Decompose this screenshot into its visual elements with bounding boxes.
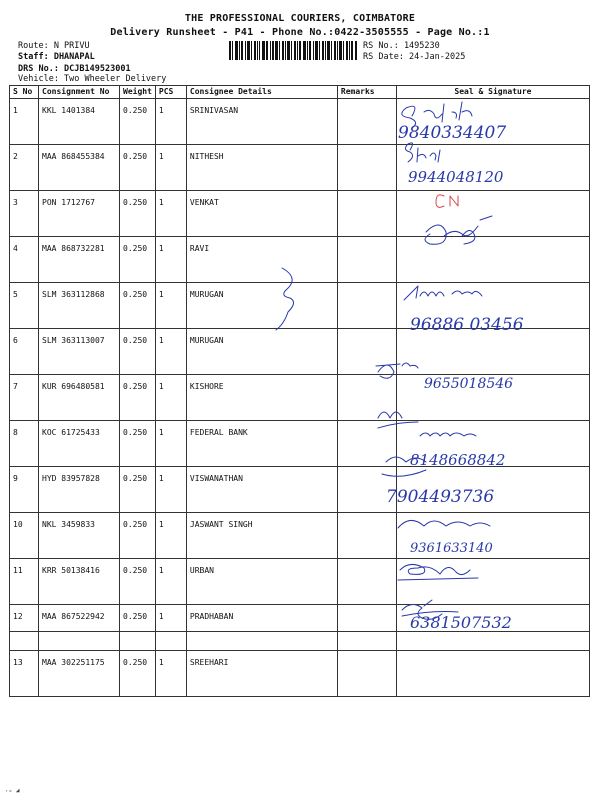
remarks-cell (337, 237, 396, 283)
weight-cell: 0.250 (120, 513, 156, 559)
consignee-cell: SRINIVASAN (186, 99, 337, 145)
table-row (10, 283, 590, 329)
remarks-cell (337, 375, 396, 421)
consignee-cell: MURUGAN (186, 329, 337, 375)
remarks-cell (337, 191, 396, 237)
consignment-cell: KRR 50138416 (39, 559, 120, 605)
consignee-cell: VISWANATHAN (186, 467, 337, 513)
consignment-cell: MAA 302251175 (39, 651, 120, 697)
signature-cell (396, 237, 589, 283)
col-consignee: Consignee Details (186, 86, 337, 99)
consignee-cell: PRADHABAN (186, 605, 337, 651)
table-row (10, 421, 590, 467)
pcs-cell: 1 (155, 99, 186, 145)
staff-label: Staff: DHANAPAL (18, 52, 95, 62)
sno-cell: 10 (10, 513, 39, 559)
table-row (10, 145, 590, 191)
pcs-cell: 1 (155, 559, 186, 605)
remarks-cell (337, 467, 396, 513)
consignment-cell: HYD 83957828 (39, 467, 120, 513)
table-row (10, 191, 590, 237)
consignment-cell: PON 1712767 (39, 191, 120, 237)
phone-5: 96886 03456 (410, 315, 524, 335)
sno-cell: 8 (10, 421, 39, 467)
table-row (10, 375, 590, 421)
pcs-cell: 1 (155, 605, 186, 651)
rs-date: RS Date: 24-Jan-2025 (363, 52, 466, 62)
weight-cell: 0.250 (120, 467, 156, 513)
remarks-cell (337, 99, 396, 145)
phone-10: 7904493736 (386, 487, 495, 507)
sno-cell: 9 (10, 467, 39, 513)
col-sno: S No (10, 86, 39, 99)
table-row (10, 237, 590, 283)
consignment-cell: MAA 868732281 (39, 237, 120, 283)
runsheet-table (9, 85, 590, 697)
sno-cell: 5 (10, 283, 39, 329)
phone-1: 9840334407 (398, 123, 507, 143)
consignee-cell: SREEHARI (186, 651, 337, 697)
signature-cell (396, 651, 589, 697)
consignee-cell: RAVI (186, 237, 337, 283)
pcs-cell: 1 (155, 145, 186, 191)
signature-cell (396, 375, 589, 421)
consignee-cell: VENKAT (186, 191, 337, 237)
sno-cell: 4 (10, 237, 39, 283)
pcs-cell: 1 (155, 651, 186, 697)
col-remarks: Remarks (337, 86, 396, 99)
route-label: Route: N PRIVU (18, 41, 90, 51)
remarks-cell (337, 513, 396, 559)
remarks-cell (337, 605, 396, 651)
sno-cell: 6 (10, 329, 39, 375)
weight-cell: 0.250 (120, 237, 156, 283)
consignment-cell: KUR 696480581 (39, 375, 120, 421)
runsheet-title: Delivery Runsheet - P41 - Phone No.:0422-3505555 - Page No.:1 (110, 27, 490, 38)
consignment-cell: KOC 61725433 (39, 421, 120, 467)
barcode-image (229, 41, 357, 60)
consignee-cell: KISHORE (186, 375, 337, 421)
col-consignment: Consignment No (39, 86, 120, 99)
pcs-cell: 1 (155, 421, 186, 467)
pcs-cell: 1 (155, 283, 186, 329)
consignee-cell: NITHESH (186, 145, 337, 191)
remarks-cell (337, 651, 396, 697)
remarks-cell (337, 559, 396, 605)
weight-cell: 0.250 (120, 99, 156, 145)
consignee-cell: URBAN (186, 559, 337, 605)
signature-cell (396, 513, 589, 559)
table-row (10, 559, 590, 605)
remarks-cell (337, 329, 396, 375)
table-row (10, 651, 590, 697)
consignment-cell: SLM 363112868 (39, 283, 120, 329)
drs-number: DRS No.: DCJB149523001 (18, 64, 131, 74)
phone-7: 9655018546 (424, 376, 514, 392)
signature-cell (396, 467, 589, 513)
col-signature: Seal & Signature (396, 86, 589, 99)
sno-cell: 3 (10, 191, 39, 237)
consignment-cell: NKL 3459833 (39, 513, 120, 559)
sno-cell: 2 (10, 145, 39, 191)
sno-cell: 1 (10, 99, 39, 145)
col-weight: Weight (120, 86, 156, 99)
consignee-cell: MURUGAN (186, 283, 337, 329)
consignee-cell: JASWANT SINGH (186, 513, 337, 559)
weight-cell: 0.250 (120, 421, 156, 467)
phone-13: 6381507532 (410, 613, 512, 632)
weight-cell: 0.250 (120, 145, 156, 191)
phone-11: 9361633140 (410, 541, 493, 556)
weight-cell: 0.250 (120, 605, 156, 651)
consignee-cell: FEDERAL BANK (186, 421, 337, 467)
signature-cell (396, 329, 589, 375)
signature-cell (396, 559, 589, 605)
corner-mark: ᵣₒ ◢ (5, 787, 20, 794)
sno-cell: 13 (10, 651, 39, 697)
pcs-cell: 1 (155, 467, 186, 513)
signature-cell (396, 99, 589, 145)
table-row (10, 605, 590, 651)
signature-cell (396, 605, 589, 651)
signature-cell (396, 191, 589, 237)
remarks-cell (337, 283, 396, 329)
weight-cell: 0.250 (120, 375, 156, 421)
pcs-cell: 1 (155, 513, 186, 559)
remarks-cell (337, 421, 396, 467)
consignment-cell: MAA 867522942 (39, 605, 120, 651)
weight-cell: 0.250 (120, 559, 156, 605)
phone-2: 9944048120 (408, 168, 504, 186)
remarks-cell (337, 145, 396, 191)
signature-cell (396, 283, 589, 329)
sno-cell: 7 (10, 375, 39, 421)
sno-cell: 12 (10, 605, 39, 651)
phone-9: 8148668842 (410, 451, 506, 469)
table-row (10, 513, 590, 559)
weight-cell: 0.250 (120, 651, 156, 697)
sno-cell: 11 (10, 559, 39, 605)
weight-cell: 0.250 (120, 329, 156, 375)
table-row (10, 99, 590, 145)
pcs-cell: 1 (155, 375, 186, 421)
company-title: THE PROFESSIONAL COURIERS, COIMBATORE (184, 13, 416, 24)
consignment-cell: MAA 868455384 (39, 145, 120, 191)
weight-cell: 0.250 (120, 191, 156, 237)
rs-number: RS No.: 1495230 (363, 41, 440, 51)
consignment-cell: KKL 1401384 (39, 99, 120, 145)
pcs-cell: 1 (155, 329, 186, 375)
pcs-cell: 1 (155, 237, 186, 283)
pcs-cell: 1 (155, 191, 186, 237)
table-header-row (10, 86, 590, 99)
signature-cell (396, 421, 589, 467)
signature-cell (396, 145, 589, 191)
table-row (10, 467, 590, 513)
weight-cell: 0.250 (120, 283, 156, 329)
table-row (10, 329, 590, 375)
vehicle-label: Vehicle: Two Wheeler Delivery (18, 74, 167, 84)
consignment-cell: SLM 363113007 (39, 329, 120, 375)
table-bottom-line (9, 631, 590, 632)
col-pcs: PCS (155, 86, 186, 99)
